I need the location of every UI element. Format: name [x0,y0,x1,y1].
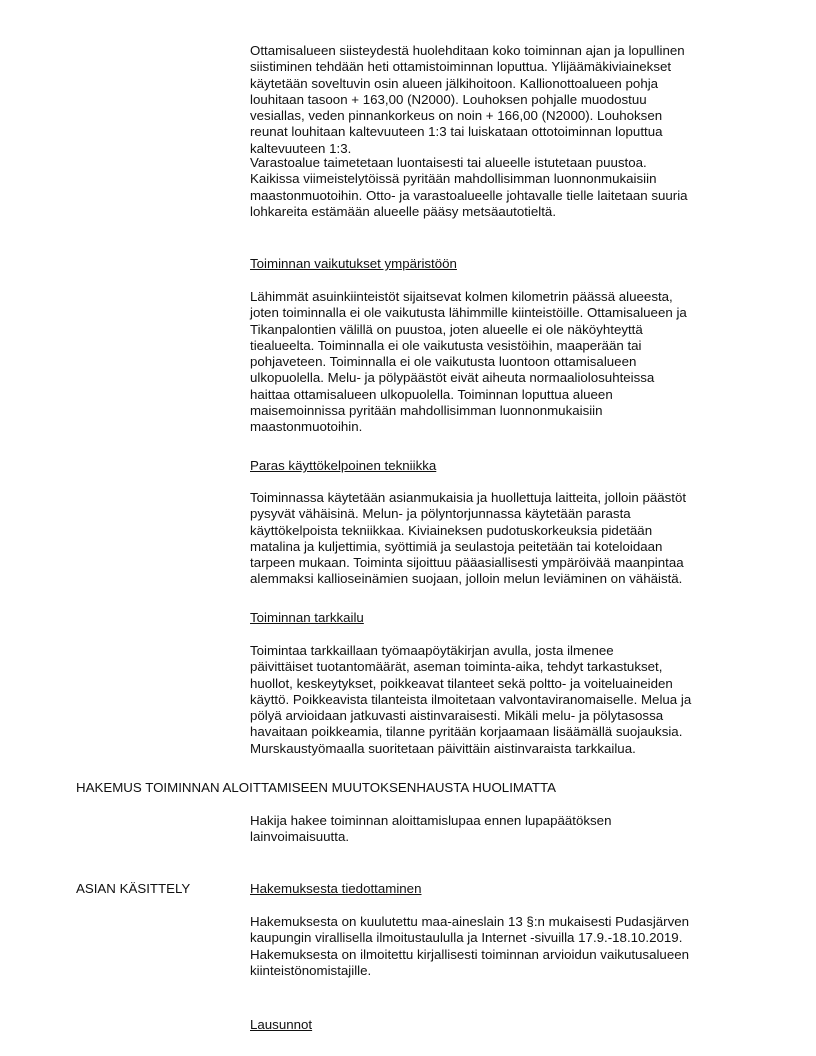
text-line: kaltevuuteen 1:3. [250,140,352,156]
text-line: päivittäiset tuotantomäärät, aseman toiminta-aika, tehdyt tarkastukset, [250,659,663,675]
text-line: käyttökelpoista tekniikkaa. Kiviaineksen pudotuskorkeuksia pidetään [250,522,653,538]
heading-tiedottaminen: Hakemuksesta tiedottaminen [250,881,422,896]
paragraph-aloittamislupa [250,813,770,846]
text-line: maastonmuotoihin. [250,419,363,435]
text-line: ulkopuolella. Melu- ja pölypäästöt eivät aiheuta normaaliolosuhteissa [250,370,655,386]
text-line: siistiminen tehdään heti ottamistoiminnan loputtua. Ylijäämäkiviainekset [250,59,672,75]
text-line: Lähimmät asuinkiinteistöt sijaitsevat kolmen kilometrin päässä alueesta, [250,289,673,304]
heading-lausunnot: Lausunnot [250,1017,313,1032]
paragraph-tekniikka [250,490,770,588]
paragraph-tarkkailu [250,643,770,757]
text-line: haittaa ottamisalueen ulkopuolella. Toiminnan loputtua alueen [250,386,613,402]
text-line: maisemoinnissa pyritään mahdollisimman luonnonmukaisiin [250,403,603,419]
text-line: käytetään soveltuvin osin alueen jälkihoitoon. Kallionottoalueen pohja [250,75,659,91]
text-line: kaupungin virallisella ilmoitustaululla ja Internet -sivuilla 17.9.-18.10.2019. [250,930,683,946]
paragraph-varastoalue [250,155,770,220]
text-line: Hakemuksesta on kuulutettu maa-aineslain 13 §:n mukaisesti Pudasjärven [250,914,690,929]
paragraph-vaikutukset [250,289,770,436]
text-line: Toimintaa tarkkaillaan työmaapöytäkirjan avulla, josta ilmenee [250,643,614,658]
text-line: käyttö. Poikkeavista tilanteista ilmoitetaan valvontaviranomaiselle. Melua ja [250,691,692,707]
text-line: Tikanpalontien välillä on puustoa, joten alueelle ei ole näköyhteyttä [250,321,643,337]
text-line: vesiallas, veden pinnankorkeus on noin + 166,00 (N2000). Louhoksen [250,108,663,124]
text-line: Varastoalue taimetetaan luontaisesti tai alueelle istutetaan puustoa. [250,155,647,170]
text-line: joten toiminnalla ei ole vaikutusta lähimmille kiinteistöille. Ottamisalueen ja [250,305,687,321]
text-line: pysyvät vähäisinä. Melun- ja pölyntorjunnassa käytetään parasta [250,506,631,522]
text-line: Hakemuksesta on ilmoitettu kirjallisesti toiminnan arvioidun vaikutusalueen [250,946,690,962]
text-line: huollot, keskeytykset, poikkeavat tilanteet sekä poltto- ja voiteluaineiden [250,675,673,691]
text-line: tiealueelta. Toiminnalla ei ole vaikutusta vesistöihin, maaperään tai [250,337,642,353]
paragraph-tiedottaminen [250,914,770,979]
text-line: pölyä arvioidaan jatkuvasti aistinvaraisesti. Mikäli melu- ja pölytasossa [250,708,664,724]
section-heading-hakemus: HAKEMUS TOIMINNAN ALOITTAMISEEN MUUTOKSENHAUSTA HUOLIMATTA [76,780,556,795]
text-line: Ottamisalueen siisteydestä huolehditaan koko toiminnan ajan ja lopullinen [250,43,685,58]
text-line: tarpeen mukaan. Toiminta sijoittuu pääasiallisesti ympäröivää maanpintaa [250,555,684,571]
text-line: matalina ja kuljettimia, syöttimiä ja seulastoja peitetään tai koteloidaan [250,538,663,554]
text-line: louhitaan tasoon + 163,00 (N2000). Louhoksen pohjalle muodostuu [250,91,647,107]
text-line: havaitaan poikkeamia, tilanne pyritään korjaamaan lisäämällä suojauksia. [250,724,683,740]
text-line: reunat louhitaan kaltevuuteen 1:3 tai luiskataan ottotoiminnan loputtua [250,124,663,140]
section-heading-asian-kasittely: ASIAN KÄSITTELY [76,881,191,896]
text-line: Toiminnassa käytetään asianmukaisia ja huollettuja laitteita, jolloin päästöt [250,490,687,505]
text-line: lainvoimaisuutta. [250,829,350,845]
text-line: maastonmuotoihin. Otto- ja varastoalueelle johtavalle tielle laitetaan suuria [250,187,688,203]
text-line: alemmaksi kallioseinämien suojaan, jolloin melun leviäminen on vähäistä. [250,571,683,587]
heading-tarkkailu: Toiminnan tarkkailu [250,610,364,625]
paragraph-siisteys [250,43,770,157]
text-line: Murskaustyömaalla suoritetaan päivittäin aistinvaraista tarkkailua. [250,740,636,756]
heading-tekniikka: Paras käyttökelpoinen tekniikka [250,458,437,473]
heading-vaikutukset: Toiminnan vaikutukset ympäristöön [250,256,457,271]
text-line: lohkareita estämään alueelle pääsy metsäautotieltä. [250,203,557,219]
text-line: Hakija hakee toiminnan aloittamislupaa ennen lupapäätöksen [250,813,612,828]
text-line: pohjaveteen. Toiminnalla ei ole vaikutusta luontoon ottamisalueen [250,354,637,370]
text-line: Kaikissa viimeistelytöissä pyritään mahdollisimman luonnonmukaisiin [250,171,657,187]
text-line: kiinteistönomistajille. [250,962,372,978]
